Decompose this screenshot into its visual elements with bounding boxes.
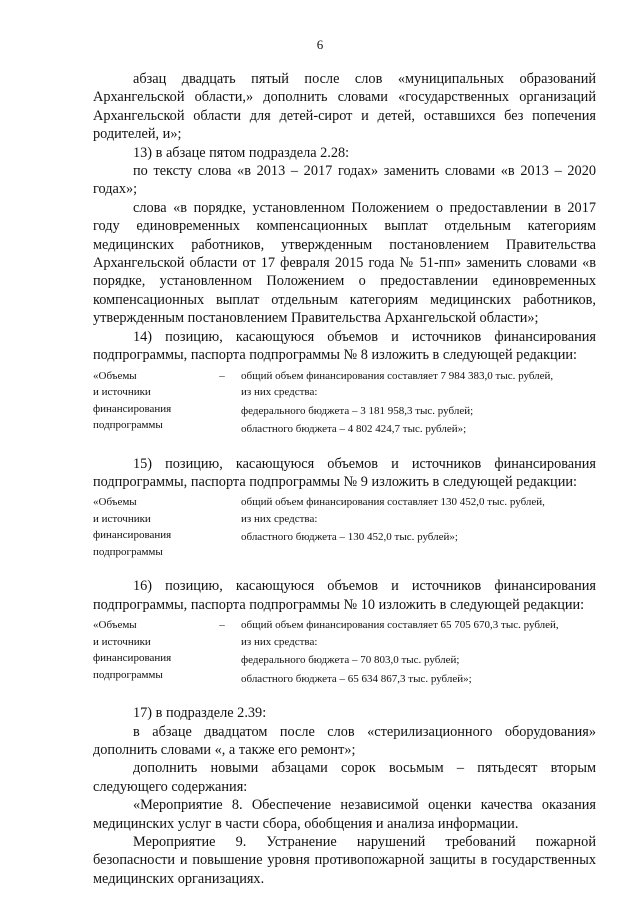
- page-number: 6: [316, 37, 324, 52]
- paragraph-replace-years: по тексту слова «в 2013 – 2017 годах» заменить словами «в 2013 – 2020 годах»;: [93, 163, 596, 198]
- paragraph-item-13: 13) в абзаце пятом подраздела 2.28:: [133, 144, 350, 161]
- paragraph-item-15: 15) позицию, касающуюся объемов и источников финансирования подпрограммы, паспорта подпрограммы № 9 изложить в следующей редакции:: [93, 455, 596, 490]
- passport-dash: [203, 494, 241, 560]
- passport-label: «Объемы и источники финансирования подпрограммы: [93, 619, 172, 681]
- passport-table-9: [93, 494, 596, 560]
- passport-table-10: [93, 617, 596, 687]
- passport-label: «Объемы и источники финансирования подпрограммы: [93, 369, 172, 431]
- passport-dash: –: [219, 369, 225, 382]
- paragraph-replace-words: слова «в порядке, установленном Положением о предоставлении в 2017 году единовременных компенсационных выплат отдельным категориям медицинских работников, утвержденным постановлением Правительства Архангельской области от 17 февраля 2015 года № 51-пп» заменить словами «в порядке, установленном Положением о предоставлении единовременных компенсационных выплат отдельным категориям медицинских работников, утвержденным постановлением Правительства Архангельской области»;: [93, 199, 596, 327]
- paragraph-item-16: 16) позицию, касающуюся объемов и источников финансирования подпрограммы, паспорта подпрограммы № 10 изложить в следующей редакции:: [93, 578, 596, 613]
- passport-values: общий объем финансирования составляет 7 984 383,0 тыс. рублей, из них средства: федерального бюджета – 3 181 958,3 тыс. рублей; областного бюджета – 4 802 424,7 тыс. рублей»;: [241, 369, 554, 435]
- document-body: [93, 70, 596, 888]
- passport-label: «Объемы и источники финансирования подпрограммы: [93, 496, 172, 558]
- paragraph-new-abzacy: дополнить новыми абзацами сорок восьмым – пятьдесят вторым следующего содержания:: [93, 760, 596, 795]
- passport-values: общий объем финансирования составляет 65 705 670,3 тыс. рублей, из них средства: федерального бюджета – 70 803,0 тыс. рублей; областного бюджета – 65 634 867,3 тыс. рублей»;: [241, 619, 559, 685]
- paragraph-abzac-25: абзац двадцать пятый после слов «муниципальных образований Архангельской области,» дополнить словами «государственных организаций Архангельской области для детей-сирот и детей, оставшихся без попечения родителей, и»;: [93, 71, 596, 143]
- paragraph-meropriyatie-8: «Мероприятие 8. Обеспечение независимой оценки качества оказания медицинских услуг в части сбора, обобщения и анализа информации.: [93, 797, 596, 832]
- paragraph-item-14: 14) позицию, касающуюся объемов и источников финансирования подпрограммы, паспорта подпрограммы № 8 изложить в следующей редакции:: [93, 328, 596, 364]
- paragraph-abzac-20: в абзаце двадцатом после слов «стерилизационного оборудования» дополнить словами «, а также его ремонт»;: [93, 723, 596, 758]
- paragraph-item-17: 17) в подразделе 2.39:: [133, 705, 267, 722]
- paragraph-meropriyatie-9: Мероприятие 9. Устранение нарушений требований пожарной безопасности и повышение уровня противопожарной защиты в государственных медицинских организациях.: [93, 833, 596, 887]
- passport-values: общий объем финансирования составляет 130 452,0 тыс. рублей, из них средства: областного бюджета – 130 452,0 тыс. рублей»;: [241, 496, 545, 544]
- passport-dash: –: [219, 619, 225, 632]
- passport-table-8: [93, 368, 596, 438]
